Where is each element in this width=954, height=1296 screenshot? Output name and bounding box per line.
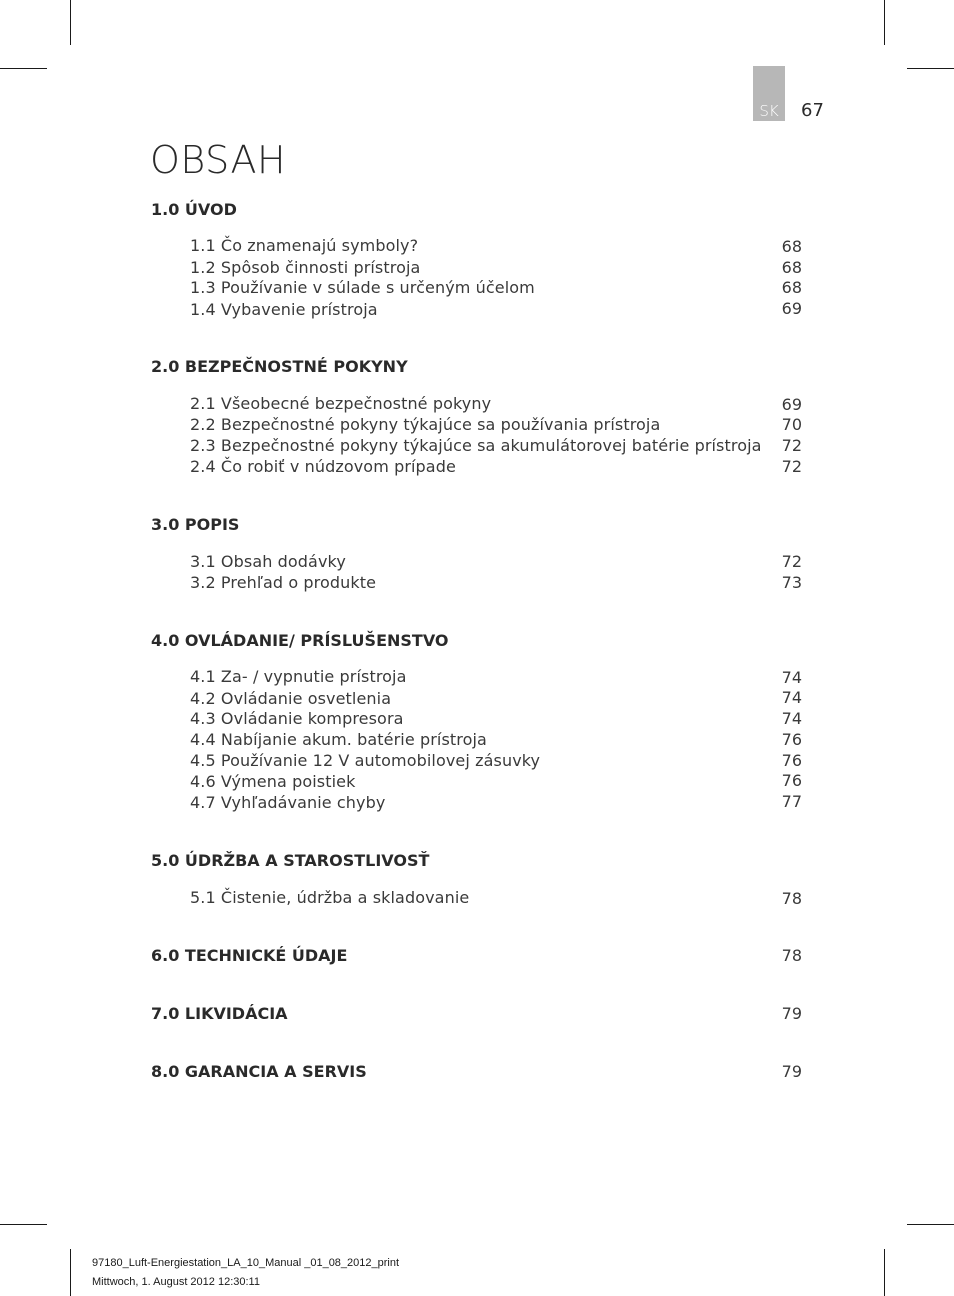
toc-page-number: 68: [781, 258, 802, 277]
toc-page-number: 69: [781, 299, 802, 318]
toc-entry: 4.3 Ovládanie kompresora: [190, 709, 404, 728]
toc-entry: 4.1 Za- / vypnutie prístroja: [190, 667, 407, 686]
toc-page-number: 70: [781, 415, 802, 434]
toc-entry: 3.2 Prehľad o produkte: [190, 573, 377, 592]
crop-mark: [0, 1224, 47, 1225]
toc-section-title: 3.0 POPIS: [151, 515, 240, 534]
toc-page-number: 68: [781, 278, 802, 297]
toc-page-number: 74: [781, 709, 802, 728]
toc-page-number: 69: [781, 395, 802, 414]
toc-page-number: 79: [781, 1062, 802, 1081]
crop-mark: [884, 1249, 885, 1296]
toc-entry: 5.1 Čistenie, údržba a skladovanie: [190, 888, 470, 907]
toc-page-number: 72: [781, 552, 802, 571]
crop-mark: [907, 1224, 954, 1225]
toc-section-title: 4.0 OVLÁDANIE/ PRÍSLUŠENSTVO: [151, 631, 449, 650]
toc-section-title: 8.0 GARANCIA A SERVIS: [151, 1062, 367, 1081]
print-slug-filename: 97180_Luft-Energiestation_LA_10_Manual _01_08_2012_print: [92, 1257, 400, 1269]
toc-entry: 2.2 Bezpečnostné pokyny týkajúce sa používania prístroja: [190, 415, 661, 434]
toc-page-number: 73: [781, 573, 802, 592]
toc-page-number: 76: [781, 751, 802, 770]
toc-entry: 4.2 Ovládanie osvetlenia: [190, 689, 392, 708]
toc-section-title: 7.0 LIKVIDÁCIA: [151, 1004, 288, 1023]
crop-mark: [70, 0, 71, 45]
page-title: OBSAH: [150, 138, 287, 182]
crop-mark: [907, 68, 954, 69]
toc-entry: 1.4 Vybavenie prístroja: [190, 300, 378, 319]
toc-page-number: 74: [781, 668, 802, 687]
toc-entry: 2.4 Čo robiť v núdzovom prípade: [190, 457, 456, 476]
toc-entry: 4.5 Používanie 12 V automobilovej zásuvky: [190, 751, 541, 770]
toc-page-number: 72: [781, 457, 802, 476]
toc-page-number: 79: [781, 1004, 802, 1023]
toc-entry: 2.3 Bezpečnostné pokyny týkajúce sa akumulátorovej batérie prístroja: [190, 436, 762, 455]
toc-page-number: 74: [781, 688, 802, 707]
crop-mark: [0, 68, 47, 69]
page-number: 67: [801, 100, 824, 121]
crop-mark: [884, 0, 885, 45]
toc-section-title: 6.0 TECHNICKÉ ÚDAJE: [151, 946, 348, 965]
toc-entry: 4.6 Výmena poistiek: [190, 772, 356, 791]
crop-mark: [70, 1249, 71, 1296]
toc-entry: 4.4 Nabíjanie akum. batérie prístroja: [190, 730, 487, 749]
print-slug-timestamp: Mittwoch, 1. August 2012 12:30:11: [92, 1276, 260, 1288]
toc-entry: 4.7 Vyhľadávanie chyby: [190, 793, 386, 812]
toc-entry: 3.1 Obsah dodávky: [190, 552, 346, 571]
toc-entry: 2.1 Všeobecné bezpečnostné pokyny: [190, 394, 492, 413]
toc-page-number: 68: [781, 237, 802, 256]
toc-section-title: 5.0 ÚDRŽBA A STAROSTLIVOSŤ: [151, 851, 430, 870]
toc-entry: 1.1 Čo znamenajú symboly?: [190, 236, 419, 255]
toc-entry: 1.2 Spôsob činnosti prístroja: [190, 258, 421, 277]
toc-section-title: 1.0 ÚVOD: [151, 200, 237, 219]
toc-page-number: 72: [781, 436, 802, 455]
toc-page-number: 78: [781, 889, 802, 908]
toc-page-number: 77: [781, 792, 802, 811]
toc-page-number: 76: [781, 771, 802, 790]
toc-page-number: 78: [781, 946, 802, 965]
language-label: SK: [759, 102, 779, 120]
toc-page-number: 76: [781, 730, 802, 749]
toc-section-title: 2.0 BEZPEČNOSTNÉ POKYNY: [151, 357, 408, 376]
toc-entry: 1.3 Používanie v súlade s určeným účelom: [190, 278, 535, 297]
